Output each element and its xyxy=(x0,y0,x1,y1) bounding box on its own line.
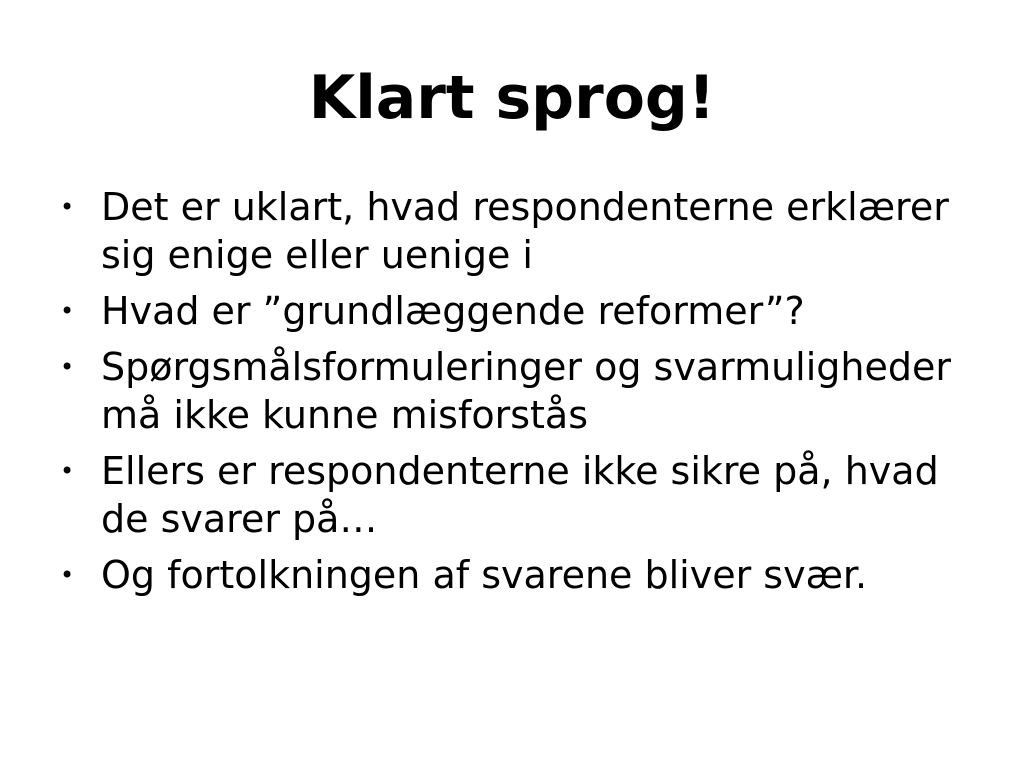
bullet-dot-icon: • xyxy=(60,561,75,589)
bullet-text: Og fortolkningen af svarene bliver svær. xyxy=(101,553,868,597)
bullet-item xyxy=(55,447,995,543)
bullet-dot-icon: • xyxy=(60,353,75,381)
bullet-dot-icon: • xyxy=(60,297,75,325)
bullet-list xyxy=(55,183,995,607)
bullet-text: Hvad er ”grundlæggende reformer”? xyxy=(101,289,805,333)
bullet-dot-icon: • xyxy=(60,193,75,221)
slide-title: Klart sprog! xyxy=(308,63,716,133)
bullet-item xyxy=(55,287,995,335)
bullet-text: Spørgsmålsformuleringer og svarmuligheder må ikke kunne misforstås xyxy=(101,345,952,437)
bullet-dot-icon: • xyxy=(60,457,75,485)
bullet-item xyxy=(55,183,995,279)
bullet-item xyxy=(55,551,995,599)
bullet-text: Ellers er respondenterne ikke sikre på, hvad de svarer på… xyxy=(101,449,939,541)
bullet-text: Det er uklart, hvad respondenterne erklærer sig enige eller uenige i xyxy=(101,185,949,277)
bullet-item xyxy=(55,343,995,439)
